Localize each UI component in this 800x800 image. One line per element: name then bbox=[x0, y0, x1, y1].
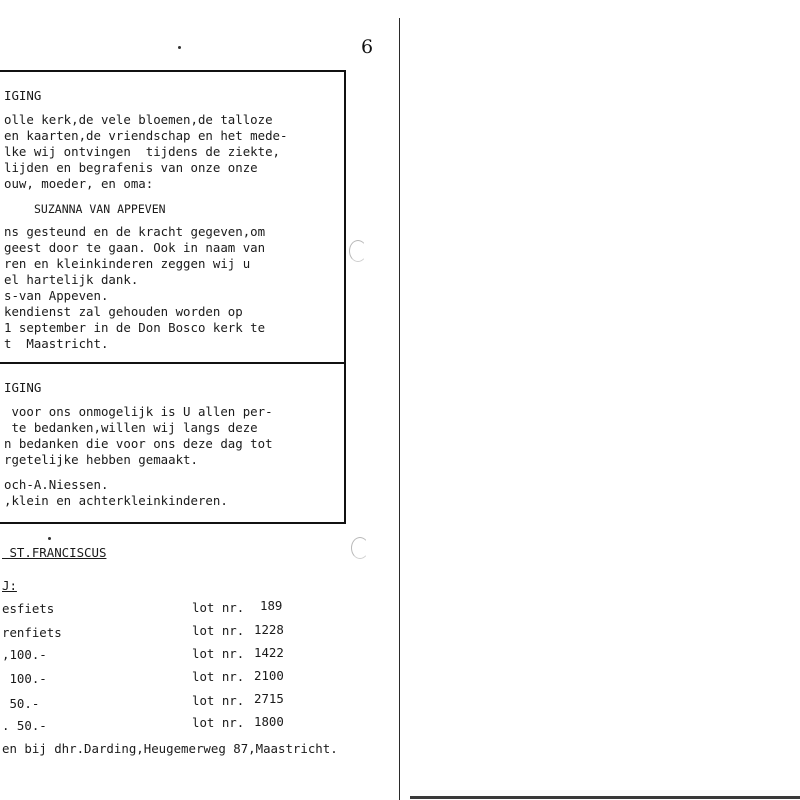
notice-heading: IGING bbox=[4, 88, 42, 103]
prize-name: 100.- bbox=[2, 671, 47, 686]
speck bbox=[178, 46, 181, 49]
notice-line: och-A.Niessen. bbox=[4, 477, 109, 492]
notice-line: lke wij ontvingen tijdens de ziekte, bbox=[4, 144, 281, 159]
prize-name: renfiets bbox=[2, 625, 62, 640]
prize-name: 50.- bbox=[2, 696, 40, 711]
lot-number: 1228 bbox=[254, 622, 284, 637]
notice-line: t Maastricht. bbox=[4, 336, 109, 351]
lottery-footer: en bij dhr.Darding,Heugemerweg 87,Maastricht. bbox=[2, 741, 338, 756]
speck bbox=[48, 537, 51, 540]
notice-line: ouw, moeder, en oma: bbox=[4, 176, 154, 191]
notice-line: s-van Appeven. bbox=[4, 288, 109, 303]
lot-number: 1422 bbox=[254, 645, 284, 660]
notice-line: el hartelijk dank. bbox=[4, 272, 139, 287]
notice-line: voor ons onmogelijk is U allen per- bbox=[4, 404, 273, 419]
page-bottom-edge bbox=[410, 796, 800, 799]
acknowledgement-notice-2 bbox=[0, 362, 346, 524]
lot-label: lot nr. bbox=[192, 715, 245, 730]
punch-hole-icon bbox=[351, 537, 369, 559]
notice-line: rgetelijke hebben gemaakt. bbox=[4, 452, 198, 467]
notice-line: kendienst zal gehouden worden op bbox=[4, 304, 243, 319]
prize-name: . 50.- bbox=[2, 718, 47, 733]
lot-label: lot nr. bbox=[192, 600, 245, 615]
notice-heading: IGING bbox=[4, 380, 42, 395]
lottery-subtitle: J: bbox=[2, 578, 17, 593]
notice-line: 1 september in de Don Bosco kerk te bbox=[4, 320, 266, 335]
notice-line: en kaarten,de vriendschap en het mede- bbox=[4, 128, 288, 143]
lot-label: lot nr. bbox=[192, 646, 245, 661]
notice-line: ,klein en achterkleinkinderen. bbox=[4, 493, 228, 508]
lot-number: 2715 bbox=[254, 691, 284, 706]
notice-line: te bedanken,willen wij langs deze bbox=[4, 420, 258, 435]
lot-label: lot nr. bbox=[192, 693, 245, 708]
lottery-title: ST.FRANCISCUS bbox=[2, 545, 107, 560]
right-page-blank bbox=[400, 0, 800, 800]
acknowledgement-notice-1 bbox=[0, 70, 346, 364]
prize-name: esfiets bbox=[2, 601, 55, 616]
lot-label: lot nr. bbox=[192, 623, 245, 638]
notice-line: lijden en begrafenis van onze onze bbox=[4, 160, 258, 175]
punch-hole-icon bbox=[349, 240, 367, 262]
notice-line: ren en kleinkinderen zeggen wij u bbox=[4, 256, 251, 271]
notice-line: geest door te gaan. Ook in naam van bbox=[4, 240, 266, 255]
notice-line: ns gesteund en de kracht gegeven,om bbox=[4, 224, 266, 239]
lot-label: lot nr. bbox=[192, 669, 245, 684]
prize-name: ,100.- bbox=[2, 647, 47, 662]
deceased-name: SUZANNA VAN APPEVEN bbox=[34, 202, 166, 216]
lot-number: 2100 bbox=[254, 668, 284, 683]
page-number: 6 bbox=[361, 36, 374, 58]
notice-line: olle kerk,de vele bloemen,de talloze bbox=[4, 112, 273, 127]
lot-number: 1800 bbox=[254, 714, 284, 729]
lot-number: 189 bbox=[260, 598, 283, 613]
notice-line: n bedanken die voor ons deze dag tot bbox=[4, 436, 273, 451]
